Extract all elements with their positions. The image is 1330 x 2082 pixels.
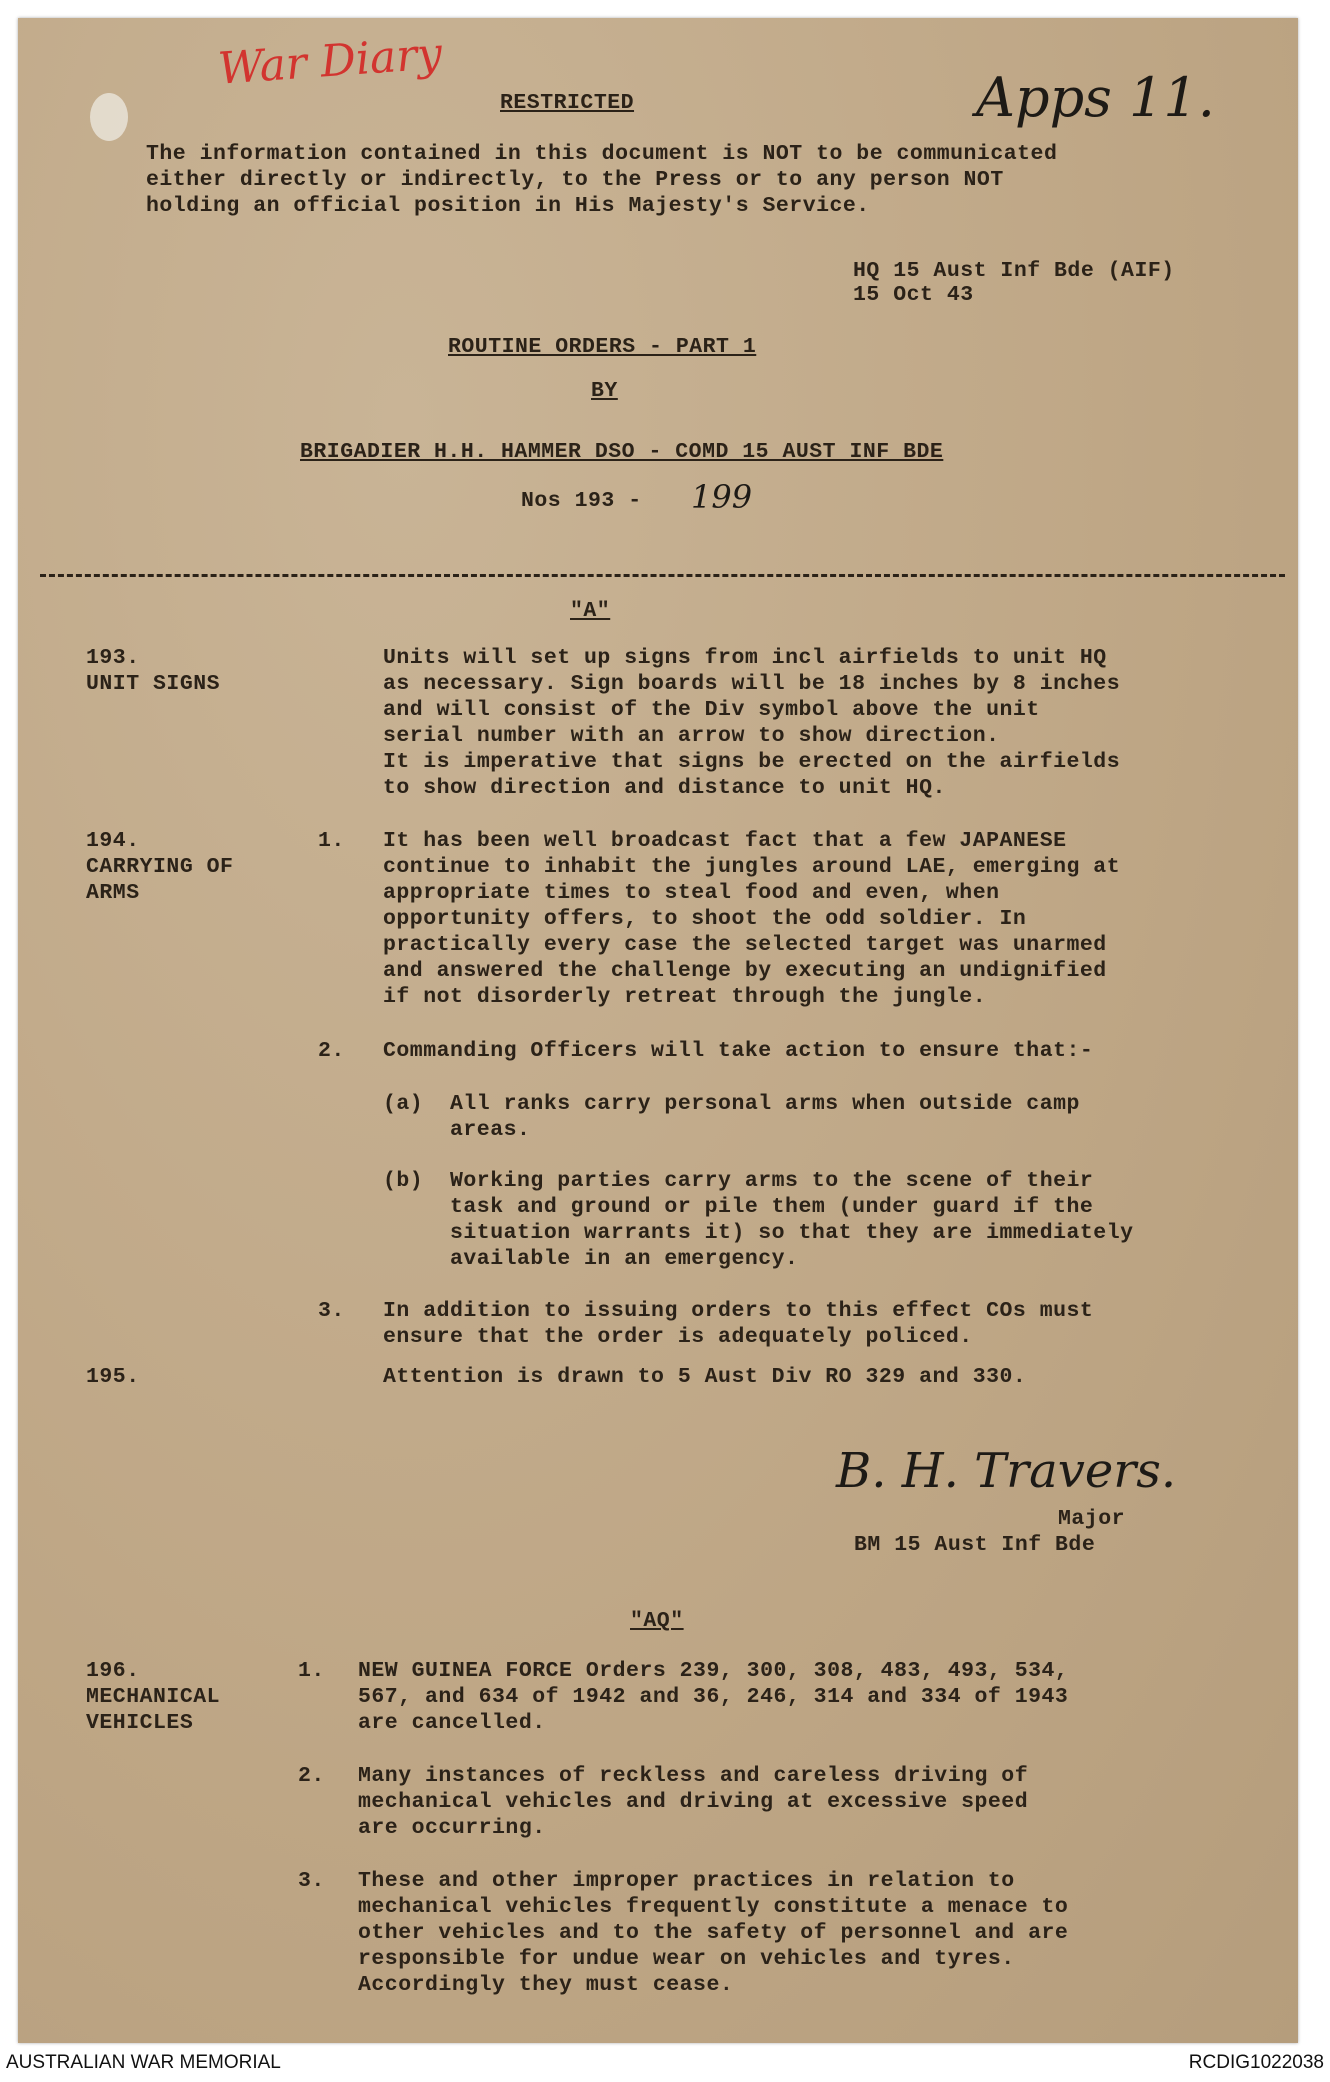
by-label: BY: [591, 379, 618, 403]
order-194-sub-b-num: (b): [383, 1169, 424, 1193]
order-196-number: 196.: [86, 1659, 140, 1683]
order-196-para-3: These and other improper practices in relation to mechanical vehicles frequently constitute a menace to other vehicles and to the safety of personnel and are responsible for undue wear on vehicles and tyres. Accordingly they must cease.: [358, 1869, 1069, 1997]
handwritten-serial-suffix: 199: [691, 478, 753, 516]
footer-item-id: RCDIG1022038: [1188, 2052, 1324, 2073]
header-divider: [40, 574, 1285, 577]
signature: B. H. Travers.: [836, 1443, 1177, 1499]
order-194-sub-b: Working parties carry arms to the scene of their task and ground or pile them (under guard if the situation warrants it) so that they are immediately available in an emergency.: [450, 1169, 1134, 1271]
section-aq-heading: "AQ": [630, 1609, 684, 1633]
order-193-text: Units will set up signs from incl airfields to unit HQ as necessary. Sign boards will be 18 inches by 8 inches and will consist of the Div symbol above the unit serial number with an arrow to show direction. It is imperative that signs be erected on the airfields to show direction and distance to unit HQ.: [383, 646, 1121, 800]
order-195-number: 195.: [86, 1365, 140, 1389]
classification-label: RESTRICTED: [500, 91, 635, 115]
order-date: 15 Oct 43: [853, 283, 974, 307]
order-serials: Nos 193 -: [521, 489, 656, 513]
order-195-text: Attention is drawn to 5 Aust Div RO 329 and 330.: [383, 1365, 1027, 1389]
signatory-unit: BM 15 Aust Inf Bde: [854, 1533, 1096, 1557]
document-title: ROUTINE ORDERS - PART 1: [448, 335, 757, 359]
order-194-sub-a: All ranks carry personal arms when outside camp areas.: [450, 1092, 1080, 1142]
order-196-para-3-num: 3.: [298, 1869, 325, 1893]
order-196-title: MECHANICAL VEHICLES: [86, 1685, 221, 1735]
order-196-para-2: Many instances of reckless and careless driving of mechanical vehicles and driving at excessive speed are occurring.: [358, 1764, 1029, 1840]
security-warning: The information contained in this document is NOT to be communicated either directly or indirectly, to the Press or to any person NOT holding an official position in His Majesty's Service.: [146, 142, 1058, 218]
handwritten-appendix-number: Apps 11.: [976, 66, 1215, 129]
order-196-para-1: NEW GUINEA FORCE Orders 239, 300, 308, 483, 493, 534, 567, and 634 of 1942 and 36, 246, 314 and 334 of 1943 are cancelled.: [358, 1659, 1069, 1735]
handwritten-war-diary: War Diary: [216, 28, 444, 95]
order-193-title: UNIT SIGNS: [86, 672, 221, 696]
signatory-rank: Major: [1058, 1507, 1126, 1531]
order-193-number: 193.: [86, 646, 140, 670]
order-194-para-3-num: 3.: [318, 1299, 345, 1323]
order-196-para-1-num: 1.: [298, 1659, 325, 1683]
section-a-heading: "A": [570, 599, 611, 623]
issuing-authority: BRIGADIER H.H. HAMMER DSO - COMD 15 AUST INF BDE: [300, 440, 944, 464]
document-page: [18, 18, 1298, 2043]
order-194-para-3: In addition to issuing orders to this effect COs must ensure that the order is adequately policed.: [383, 1299, 1094, 1349]
order-194-para-1-num: 1.: [318, 829, 345, 853]
order-194-sub-a-num: (a): [383, 1092, 424, 1116]
issuing-headquarters: HQ 15 Aust Inf Bde (AIF): [853, 259, 1175, 283]
order-194-number: 194.: [86, 829, 140, 853]
order-194-para-2-num: 2.: [318, 1039, 345, 1063]
order-194-title: CARRYING OF ARMS: [86, 855, 234, 905]
order-194-para-1: It has been well broadcast fact that a few JAPANESE continue to inhabit the jungles around LAE, emerging at appropriate times to steal food and even, when opportunity offers, to shoot the odd soldier. In practically every case the selected target was unarmed and answered the challenge by executing an undignified if not disorderly retreat through the jungle.: [383, 829, 1121, 1009]
order-194-para-2: Commanding Officers will take action to ensure that:-: [383, 1039, 1094, 1063]
paper-clip-mark-icon: [90, 93, 128, 141]
footer-archive-name: AUSTRALIAN WAR MEMORIAL: [6, 2052, 281, 2073]
order-196-para-2-num: 2.: [298, 1764, 325, 1788]
